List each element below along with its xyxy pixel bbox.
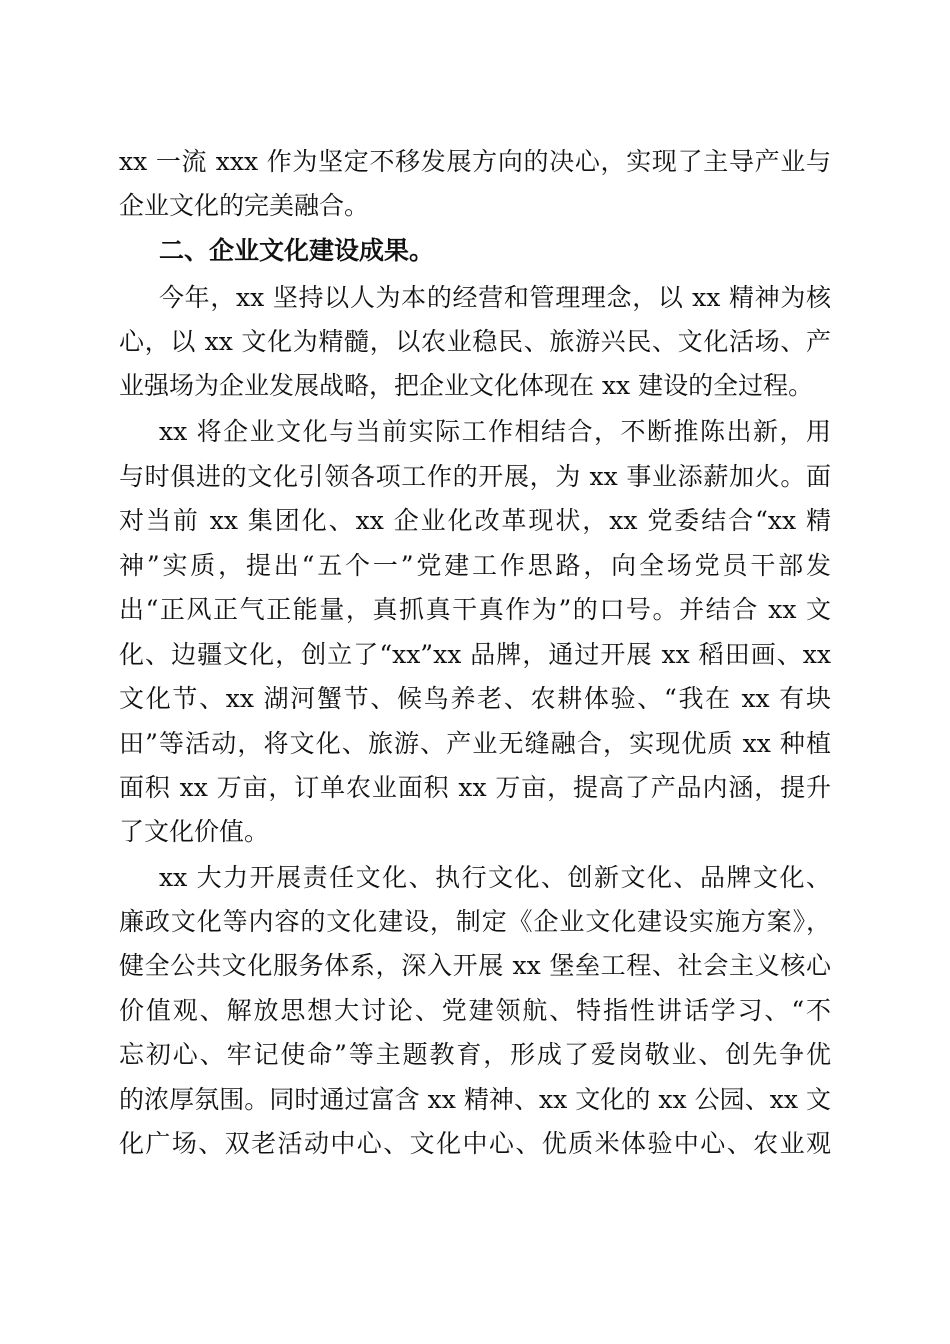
paragraph-first-line: xx 大力开展责任文化、执行文化、创新文化、品牌文化、 [159,863,831,892]
text-line: 神”实质，提出“五个一”党建工作思路，向全场党员干部发 [119,551,831,580]
text-line: 化广场、双老活动中心、文化中心、优质米体验中心、农业观 [119,1129,831,1158]
section-heading: 二、企业文化建设成果。 [159,236,435,265]
text-line: 化、边疆文化，创立了“xx”xx 品牌，通过开展 xx 稻田画、xx [119,640,831,669]
text-line: 田”等活动，将文化、旅游、产业无缝融合，实现优质 xx 种植 [119,729,831,758]
text-line: 对当前 xx 集团化、xx 企业化改革现状，xx 党委结合“xx 精 [119,506,831,535]
text-line: 出“正风正气正能量，真抓真干真作为”的口号。并结合 xx 文 [119,595,831,624]
text-line: xx 一流 xxx 作为坚定不移发展方向的决心，实现了主导产业与 [119,147,831,176]
paragraph-first-line: xx 将企业文化与当前实际工作相结合，不断推陈出新，用 [159,417,831,446]
text-line: 企业文化的完美融合。 [119,191,370,220]
text-line: 心，以 xx 文化为精髓，以农业稳民、旅游兴民、文化活场、产 [119,327,831,356]
text-line: 文化节、xx 湖河蟹节、候鸟养老、农耕体验、“我在 xx 有块 [119,684,831,713]
text-line: 价值观、解放思想大讨论、党建领航、特指性讲话学习、“不 [119,996,831,1025]
text-line: 健全公共文化服务体系，深入开展 xx 堡垒工程、社会主义核心 [119,951,831,980]
text-line: 面积 xx 万亩，订单农业面积 xx 万亩，提高了产品内涵，提升 [119,773,831,802]
text-line: 与时俱进的文化引领各项工作的开展，为 xx 事业添薪加火。面 [119,462,831,491]
text-line: 的浓厚氛围。同时通过富含 xx 精神、xx 文化的 xx 公园、xx 文 [119,1085,831,1114]
text-line: 廉政文化等内容的文化建设，制定《企业文化建设实施方案》， [119,907,831,936]
text-line: 忘初心、牢记使命”等主题教育，形成了爱岗敬业、创先争优 [119,1040,831,1069]
text-line: 了文化价值。 [119,817,270,846]
text-line: 业强场为企业发展战略，把企业文化体现在 xx 建设的全过程。 [119,371,814,400]
paragraph-first-line: 今年，xx 坚持以人为本的经营和管理理念，以 xx 精神为核 [159,283,831,312]
